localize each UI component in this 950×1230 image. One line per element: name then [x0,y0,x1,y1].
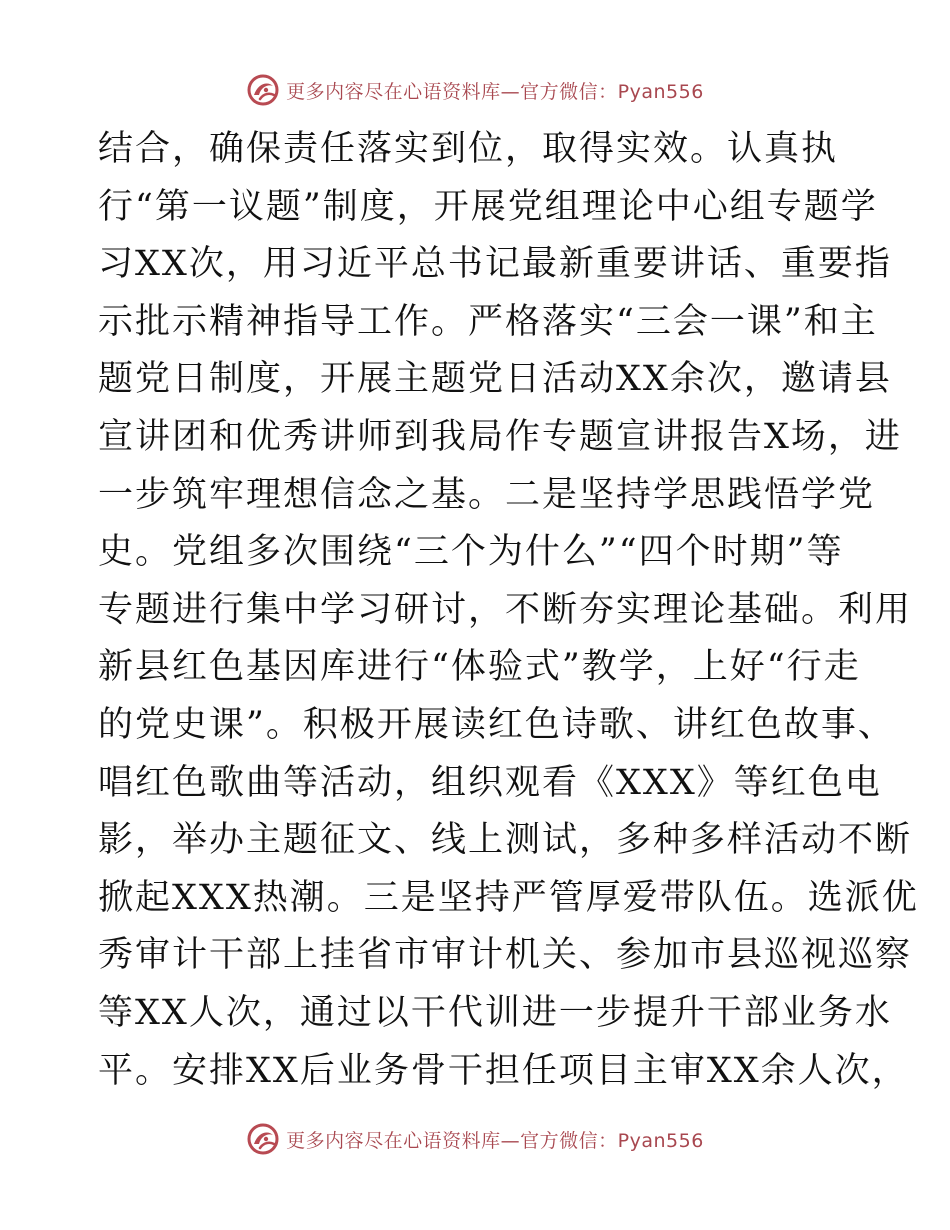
text-line: 掀起XXX热潮。三是坚持严管厚爱带队伍。选派优 [98,877,919,918]
footer-banner-text: 更多内容尽在心语资料库—官方微信：Pyan556 [286,1129,704,1152]
text-line: 秀审计干部上挂省市审计机关、参加市县巡视巡察 [98,935,913,976]
red-swirl-logo-icon [246,1122,280,1156]
red-swirl-logo-icon [246,73,280,107]
footer-banner[interactable] [0,1119,950,1159]
text-line: 示批示精神指导工作。严格落实“三会一课”和主 [98,301,878,342]
text-line: 习XX次，用习近平总书记最新重要讲话、重要指 [98,244,892,285]
text-line: 宣讲团和优秀讲师到我局作专题宣讲报告X场，进 [98,416,902,457]
text-line: 结合，确保责任落实到位，取得实效。认真执 [98,129,839,169]
header-banner-text: 更多内容尽在心语资料库—官方微信：Pyan556 [286,80,704,103]
text-line: 的党史课”。积极开展读红色诗歌、讲红色故事、 [98,704,895,745]
text-line: 专题进行集中学习研讨，不断夯实理论基础。利用 [98,589,913,630]
text-line: 一步筑牢理想信念之基。二是坚持学思践悟学党 [98,474,876,515]
text-line: 平。安排XX后业务骨干担任项目主审XX余人次， [98,1050,909,1091]
text-line: 题党日制度，开展主题党日活动XX余次，邀请县 [98,359,892,400]
header-banner[interactable] [0,70,950,110]
text-line: 新县红色基因库进行“体验式”教学，上好“行走 [98,647,861,688]
text-line: 等XX人次，通过以干代训进一步提升干部业务水 [98,992,892,1033]
text-line: 唱红色歌曲等活动，组织观看《XXX》等红色电 [98,762,882,803]
body-paragraph [98,121,919,1100]
text-line: 史。党组多次围绕“三个为什么”“四个时期”等 [98,532,844,573]
text-line: 行“第一议题”制度，开展党组理论中心组专题学 [98,186,878,227]
text-line: 影，举办主题征文、线上测试，多种多样活动不断 [98,820,913,861]
